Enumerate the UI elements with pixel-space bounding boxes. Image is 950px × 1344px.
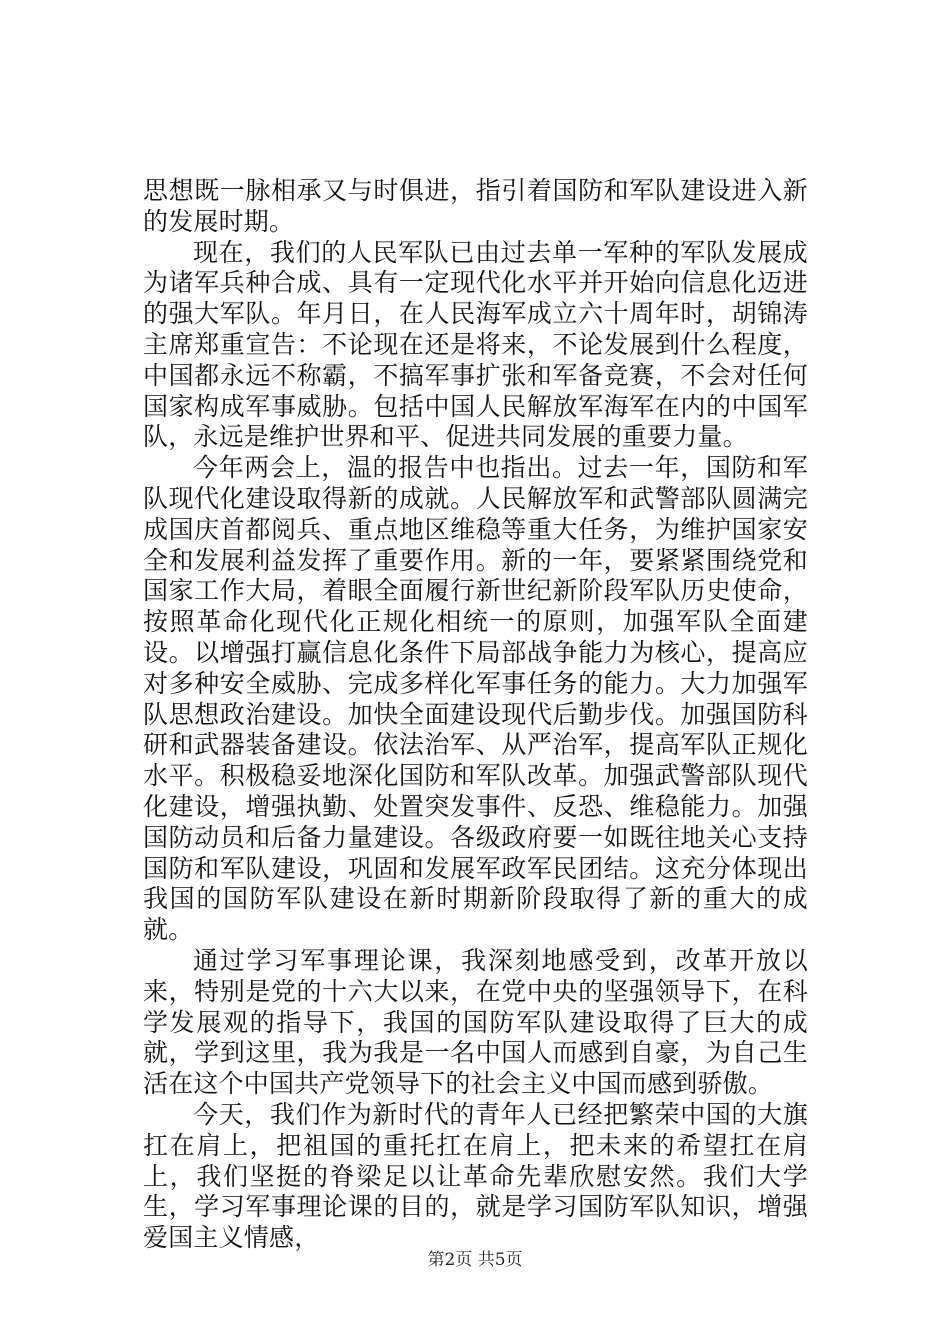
paragraph-4: 通过学习军事理论课，我深刻地感受到，改革开放以来，特别是党的十六大以来，在党中央的坚强领导下，在科学发展观的指导下，我国的国防军队建设取得了巨大的成就，学到这里，我为我是一名中国人而感到自豪，为自己生活在这个中国共产党领导下的社会主义中国而感到骄傲。 [143, 945, 808, 1099]
page-number-footer: 第2页 共5页 [427, 1250, 523, 1270]
paragraph-3: 今年两会上，温的报告中也指出。过去一年，国防和军队现代化建设取得新的成就。人民解放军和武警部队圆满完成国庆首都阅兵、重点地区维稳等重大任务，为维护国家安全和发展利益发挥了重要作用。新的一年，要紧紧围绕党和国家工作大局，着眼全面履行新世纪新阶段军队历史使命，按照革命化现代化正规化相统一的原则，加强军队全面建设。以增强打赢信息化条件下局部战争能力为核心，提高应对多种安全威胁、完成多样化军事任务的能力。大力加强军队思想政治建设。加快全面建设现代后勤步伐。加强国防科研和武器装备建设。依法治军、从严治军，提高军队正规化水平。积极稳妥地深化国防和军队改革。加强武警部队现代化建设，增强执勤、处置突发事件、反恐、维稳能力。加强国防动员和后备力量建设。各级政府要一如既往地关心支持国防和军队建设，巩固和发展军政军民团结。这充分体现出我国的国防军队建设在新时期新阶段取得了新的重大的成就。 [143, 453, 808, 945]
paragraph-2: 现在，我们的人民军队已由过去单一军种的军队发展成为诸军兵种合成、具有一定现代化水平并开始向信息化迈进的强大军队。年月日，在人民海军成立六十周年时，胡锦涛主席郑重宣告：不论现在还是将来，不论发展到什么程度，中国都永远不称霸，不搞军事扩张和军备竞赛，不会对任何国家构成军事威胁。包括中国人民解放军海军在内的中国军队，永远是维护世界和平、促进共同发展的重要力量。 [143, 237, 808, 452]
document-body [143, 176, 808, 1254]
paragraph-5: 今天，我们作为新时代的青年人已经把繁荣中国的大旗扛在肩上，把祖国的重托扛在肩上，把未来的希望扛在肩上，我们坚挺的脊梁足以让革命先辈欣慰安然。我们大学生，学习军事理论课的目的，就是学习国防军队知识，增强爱国主义情感， [143, 1099, 808, 1253]
paragraph-1: 思想既一脉相承又与时俱进，指引着国防和军队建设进入新的发展时期。 [143, 176, 808, 236]
